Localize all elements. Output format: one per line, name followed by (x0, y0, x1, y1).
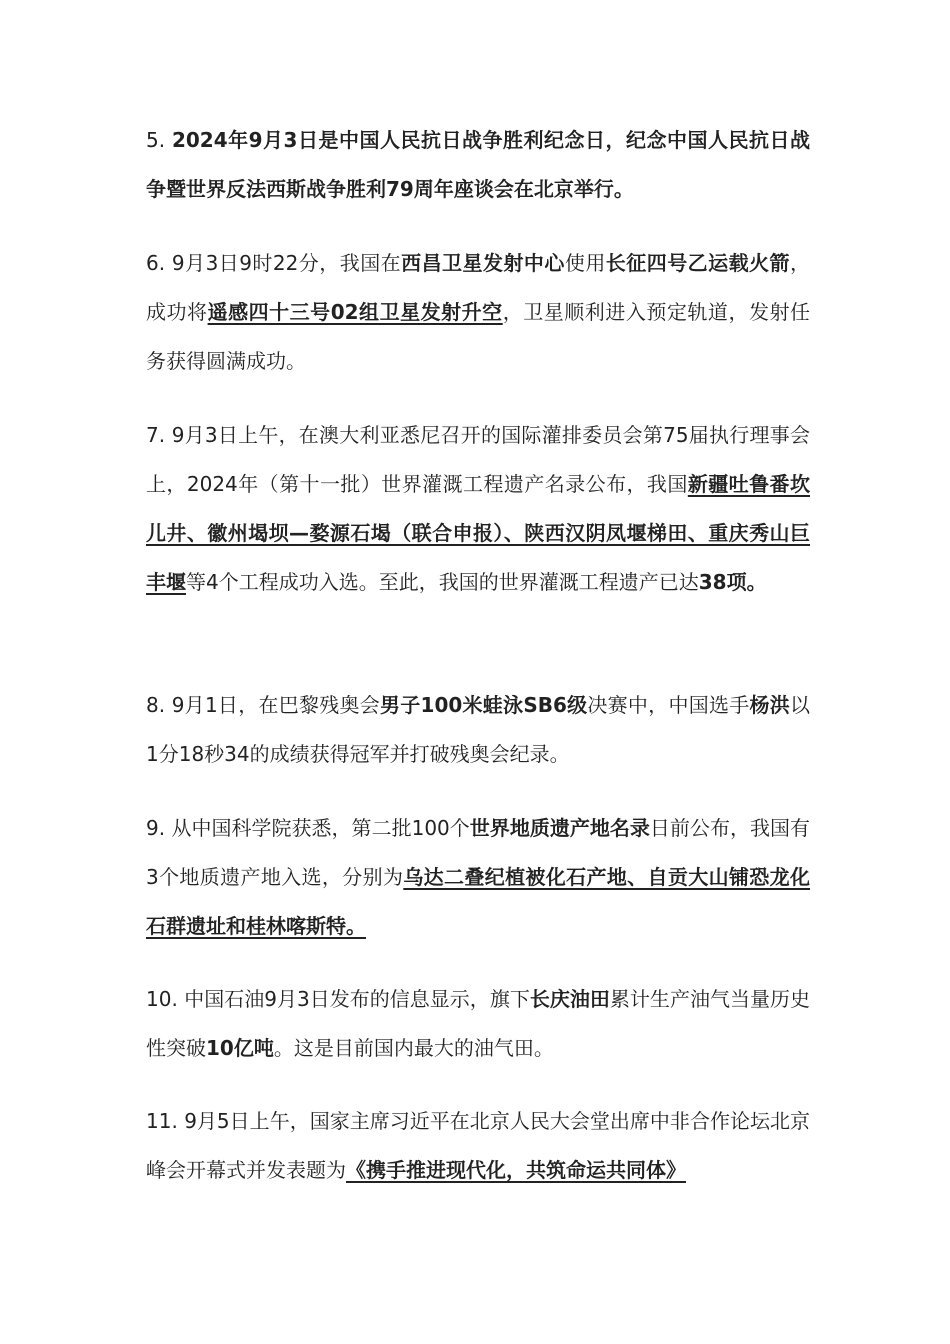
item-number: 8. (146, 693, 172, 717)
news-item-10 (146, 975, 810, 1073)
body-text: 。这是目前国内最大的油气田。 (273, 1036, 554, 1060)
bold-text: 长庆油田 (529, 987, 610, 1011)
news-item-7 (146, 411, 810, 607)
body-text: 等4个工程成功入选。至此，我国的世界灌溉工程遗产已达 (186, 570, 699, 594)
bold-text: 西昌卫星发射中心 (401, 251, 565, 275)
body-text: ，成功将 (146, 251, 810, 324)
item-number: 5. (146, 128, 172, 152)
body-text: 决赛中，中国选手 (587, 693, 750, 717)
body-text: 累计生产油气当量历史性突破 (146, 987, 811, 1060)
news-item-6 (146, 239, 810, 386)
highlighted-text: 新疆吐鲁番坎儿井、徽州堨坝—婺源石堨（联合申报）、陕西汉阴凤堰梯田、重庆秀山巨丰堰 (146, 472, 810, 594)
body-text: 使用 (564, 251, 606, 275)
item-number: 10. (146, 987, 185, 1011)
bold-text: 杨洪 (749, 693, 791, 717)
body-text: 从中国科学院获悉，第二批100个 (171, 816, 470, 840)
body-text: 9月3日上午，在澳大利亚悉尼召开的国际灌排委员会第75届执行理事会上，2024年（第十一批）世界灌溉工程遗产名录公布，我国 (146, 423, 810, 496)
highlighted-text: 乌达二叠纪植被化石产地、自贡大山铺恐龙化石群遗址和桂林喀斯特。 (146, 865, 811, 938)
item-number: 7. (146, 423, 172, 447)
bold-text: 男子100米蛙泳SB6级 (380, 693, 588, 717)
highlighted-text: 《携手推进现代化，共筑命运共同体》 (346, 1158, 686, 1182)
item-number: 9. (146, 816, 172, 840)
news-item-5 (146, 116, 810, 214)
body-text: 日前公布，我国有3个地质遗产地入选，分别为 (146, 816, 810, 889)
bold-text: 38项。 (698, 570, 767, 594)
item-number: 11. (146, 1109, 185, 1133)
news-item-11 (146, 1097, 810, 1195)
bold-text: 世界地质遗产地名录 (469, 816, 650, 840)
body-text: 以1分18秒34的成绩获得冠军并打破残奥会纪录。 (146, 693, 811, 766)
body-text: ，卫星顺利进入预定轨道，发射任务获得圆满成功。 (146, 300, 811, 373)
body-text: 9月3日9时22分，我国在 (171, 251, 402, 275)
bold-text: 长征四号乙运载火箭 (605, 251, 790, 275)
highlighted-text: 遥感四十三号02组卫星发射升空 (207, 300, 503, 324)
body-text: 9月5日上午，国家主席习近平在北京人民大会堂出席中非合作论坛北京峰会开幕式并发表题为 (146, 1109, 810, 1182)
bold-text: 2024年9月3日是中国人民抗日战争胜利纪念日，纪念中国人民抗日战争暨世界反法西斯战争胜利79周年座谈会在北京举行。 (146, 128, 810, 201)
bold-text: 10亿吨 (206, 1036, 274, 1060)
body-text: 中国石油9月3日发布的信息显示，旗下 (184, 987, 530, 1011)
item-number: 6. (146, 251, 172, 275)
body-text: 9月1日，在巴黎残奥会 (171, 693, 381, 717)
news-item-8 (146, 681, 810, 779)
news-item-9 (146, 804, 810, 951)
